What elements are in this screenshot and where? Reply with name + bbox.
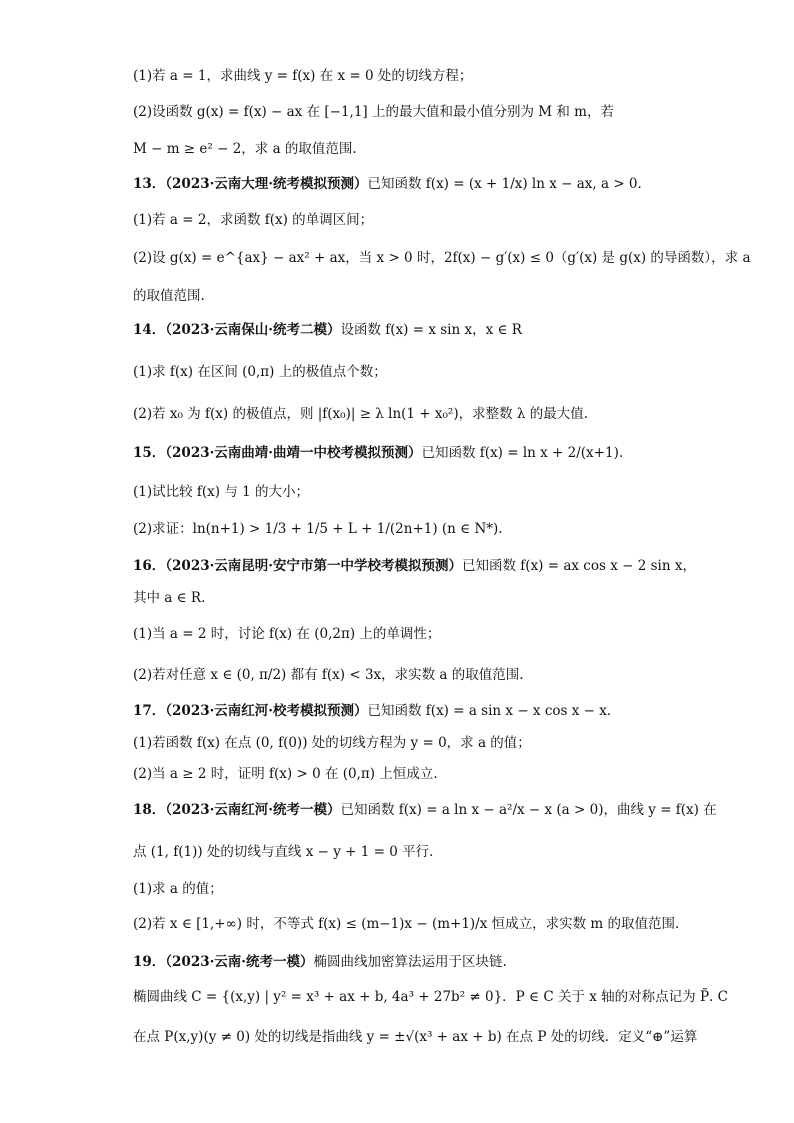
- text-line-15: 其中 a ∈ R.: [133, 590, 206, 606]
- problem-19-title: 19．（2023·云南·统考一模）椭圆曲线加密算法运用于区块链.: [133, 954, 507, 970]
- problem-13-title: 13．（2023·云南大理·统考模拟预测）已知函数 f(x) = (x + 1/x) ln x − ax, a > 0．: [133, 176, 652, 192]
- text-line-16: (1)当 a = 2 时，讨论 f(x) 在 (0,2π) 上的单调性；: [133, 626, 441, 642]
- text-line-27: 在点 P(x,y)(y ≠ 0) 处的切线是指曲线 y = ±√(x³ + ax + b) 在点 P 处的切线．定义“⊕”运算: [133, 1029, 698, 1045]
- text-line-17: (2)若对任意 x ∈ (0, π/2) 都有 f(x) < 3x，求实数 a 的取值范围.: [133, 667, 524, 683]
- text-line-26: 椭圆曲线 C = {(x,y) | y² = x³ + ax + b, 4a³ + 27b² ≠ 0}．P ∈ C 关于 x 轴的对称点记为 P̃. C: [133, 989, 728, 1005]
- text-line-9: (1)求 f(x) 在区间 (0,π) 上的极值点个数；: [133, 364, 387, 380]
- problem-14-title: 14．（2023·云南保山·统考二模）设函数 f(x) = x sin x，x ∈ R: [133, 322, 522, 338]
- text-line-22: 点 (1, f(1)) 处的切线与直线 x − y + 1 = 0 平行.: [133, 844, 434, 860]
- text-line-23: (1)求 a 的值；: [133, 881, 223, 897]
- text-line-7: 的取值范围.: [133, 288, 205, 304]
- text-line-12: (1)试比较 f(x) 与 1 的大小；: [133, 484, 310, 500]
- problem-15-title: 15．（2023·云南曲靖·曲靖一中校考模拟预测）已知函数 f(x) = ln x + 2/(x+1).: [133, 445, 624, 461]
- problem-17-title: 17．（2023·云南红河·校考模拟预测）已知函数 f(x) = a sin x − x cos x − x．: [133, 703, 621, 719]
- text-line-1: (1)若 a = 1，求曲线 y = f(x) 在 x = 0 处的切线方程；: [133, 68, 473, 84]
- text-line-20: (2)当 a ≥ 2 时，证明 f(x) > 0 在 (0,π) 上恒成立.: [133, 766, 438, 782]
- problem-16-title: 16．（2023·云南昆明·安宁市第一中学校考模拟预测）已知函数 f(x) = ax cos x − 2 sin x，: [133, 558, 696, 574]
- text-line-19: (1)若函数 f(x) 在点 (0, f(0)) 处的切线方程为 y = 0，求 a 的值；: [133, 735, 531, 751]
- text-line-13: (2)求证：ln(n+1) > 1/3 + 1/5 + L + 1/(2n+1) (n ∈ N*).: [133, 521, 503, 537]
- problem-18-title: 18．（2023·云南红河·统考一模）已知函数 f(x) = a ln x − a²/x − x (a > 0)，曲线 y = f(x) 在: [133, 802, 717, 818]
- text-line-6: (2)设 g(x) = e^{ax} − ax² + ax，当 x > 0 时，2f(x) − g′(x) ≤ 0（g′(x) 是 g(x) 的导函数），求 a: [133, 250, 751, 266]
- text-line-2: (2)设函数 g(x) = f(x) − ax 在 [−1,1] 上的最大值和最小值分别为 M 和 m，若: [133, 104, 614, 120]
- text-line-10: (2)若 x₀ 为 f(x) 的极值点，则 |f(x₀)| ≥ λ ln(1 + x₀²)，求整数 λ 的最大值.: [133, 406, 589, 422]
- text-line-3: M − m ≥ e² − 2，求 a 的取值范围.: [133, 141, 357, 157]
- text-line-5: (1)若 a = 2，求函数 f(x) 的单调区间；: [133, 212, 374, 228]
- text-line-24: (2)若 x ∈ [1,+∞) 时，不等式 f(x) ≤ (m−1)x − (m+1)/x 恒成立，求实数 m 的取值范围.: [133, 916, 680, 932]
